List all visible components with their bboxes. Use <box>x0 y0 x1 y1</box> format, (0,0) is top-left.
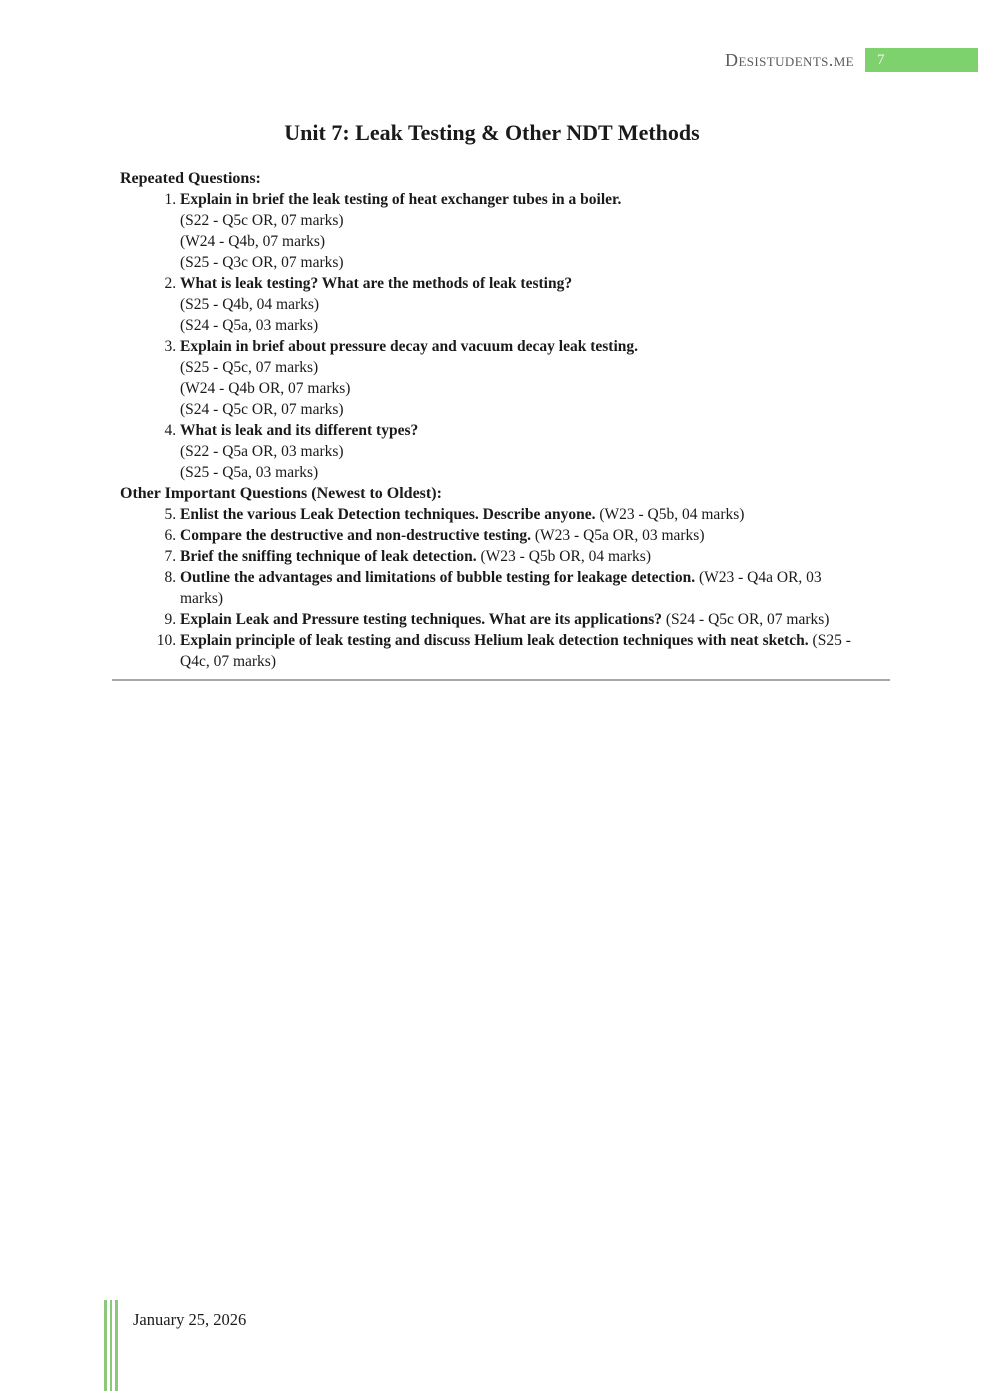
footer-accent-lines <box>104 1300 118 1391</box>
marks-text: (S25 - Q3c OR, 07 marks) <box>180 254 344 271</box>
question-text: Explain in brief the leak testing of heat exchanger tubes in a boiler. <box>180 191 622 208</box>
marks-text: (S22 - Q5a OR, 03 marks) <box>180 443 344 460</box>
marks-text: (S25 - Q5a, 03 marks) <box>180 464 319 481</box>
question-text: Brief the sniffing technique of leak detection. <box>180 548 477 565</box>
page-number-badge: 7 <box>865 48 978 72</box>
document-content <box>120 168 868 681</box>
marks-text: (S24 - Q5c OR, 07 marks) <box>180 401 344 418</box>
marks-text: (S24 - Q5c OR, 07 marks) <box>665 611 830 628</box>
marks-text: (S24 - Q5a, 03 marks) <box>180 317 319 334</box>
footer-date: January 25, 2026 <box>133 1310 247 1329</box>
marks-text: (W23 - Q5a OR, 03 marks) <box>534 527 705 544</box>
question-item <box>180 609 868 630</box>
marks-text: (W23 - Q4a OR, 03 marks) <box>180 569 822 607</box>
repeated-questions-list <box>120 189 868 483</box>
question-text: What is leak and its different types? <box>180 422 419 439</box>
question-item <box>180 525 868 546</box>
question-item <box>180 546 868 567</box>
accent-line <box>115 1300 118 1391</box>
question-item <box>180 273 868 336</box>
marks-text: (W24 - Q4b OR, 07 marks) <box>180 380 351 397</box>
question-item <box>180 189 868 273</box>
question-text: Outline the advantages and limitations of bubble testing for leakage detection. <box>180 569 696 586</box>
question-text: Explain principle of leak testing and discuss Helium leak detection techniques with neat sketch. <box>180 632 809 649</box>
accent-line <box>110 1300 113 1391</box>
question-item <box>180 630 868 672</box>
question-item <box>180 504 868 525</box>
marks-text: (W23 - Q5b, 04 marks) <box>599 506 745 523</box>
page-title: Unit 7: Leak Testing & Other NDT Methods <box>284 120 700 145</box>
section-divider <box>112 679 890 681</box>
marks-text: (S25 - Q4b, 04 marks) <box>180 296 320 313</box>
section-heading-repeated: Repeated Questions: <box>120 170 261 187</box>
question-item <box>180 567 868 609</box>
question-text: Explain in brief about pressure decay and vacuum decay leak testing. <box>180 338 639 355</box>
question-text: What is leak testing? What are the methods of leak testing? <box>180 275 573 292</box>
marks-text: (W23 - Q5b OR, 04 marks) <box>480 548 651 565</box>
marks-text: (S22 - Q5c OR, 07 marks) <box>180 212 344 229</box>
question-text: Explain Leak and Pressure testing techniques. What are its applications? <box>180 611 662 628</box>
question-item <box>180 336 868 420</box>
marks-text: (W24 - Q4b, 07 marks) <box>180 233 326 250</box>
page-header <box>0 48 984 72</box>
marks-text: (S25 - Q5c, 07 marks) <box>180 359 319 376</box>
other-questions-list <box>120 504 868 672</box>
site-name: Desistudents.me <box>725 50 854 70</box>
marks-text: (S25 - Q4c, 07 marks) <box>180 632 851 670</box>
accent-line <box>104 1300 107 1391</box>
question-item <box>180 420 868 483</box>
section-heading-other: Other Important Questions (Newest to Oldest): <box>120 485 442 502</box>
question-text: Compare the destructive and non-destructive testing. <box>180 527 532 544</box>
question-text: Enlist the various Leak Detection techniques. Describe anyone. <box>180 506 596 523</box>
